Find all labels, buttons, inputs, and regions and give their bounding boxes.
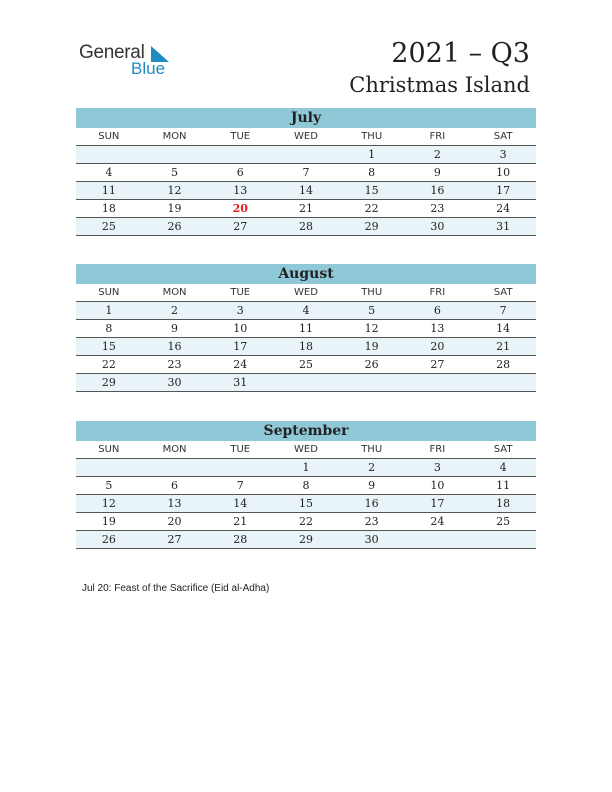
day-cell: 31 <box>470 218 536 236</box>
month-grid <box>76 128 536 236</box>
day-cell: 29 <box>76 374 142 392</box>
day-cell: 7 <box>207 477 273 495</box>
day-cell: 23 <box>405 200 471 218</box>
day-cell: 28 <box>207 531 273 549</box>
day-cell: 26 <box>142 218 208 236</box>
weekday-header-row <box>76 128 536 146</box>
weekday-header-row <box>76 441 536 459</box>
day-cell: 15 <box>273 495 339 513</box>
day-cell: 12 <box>142 182 208 200</box>
weekday-label: SAT <box>470 128 536 146</box>
day-cell: 9 <box>142 320 208 338</box>
day-cell: 1 <box>273 459 339 477</box>
weekday-label: TUE <box>207 284 273 302</box>
day-cell: 15 <box>339 182 405 200</box>
weekday-label: THU <box>339 441 405 459</box>
weekday-label: MON <box>142 128 208 146</box>
day-cell: 24 <box>405 513 471 531</box>
day-cell: 25 <box>76 218 142 236</box>
day-cell: 13 <box>142 495 208 513</box>
day-cell: 14 <box>207 495 273 513</box>
month-august <box>76 264 536 392</box>
day-cell: 22 <box>339 200 405 218</box>
day-cell: 23 <box>339 513 405 531</box>
generalblue-logo <box>79 42 179 82</box>
weekday-label: TUE <box>207 128 273 146</box>
day-cell: 3 <box>405 459 471 477</box>
day-cell: 13 <box>207 182 273 200</box>
week-row <box>76 477 536 495</box>
week-row <box>76 459 536 477</box>
month-july <box>76 108 536 236</box>
week-row <box>76 374 536 392</box>
day-cell: 8 <box>76 320 142 338</box>
page-subtitle: Christmas Island <box>349 73 530 97</box>
weekday-label: THU <box>339 128 405 146</box>
day-cell: 9 <box>339 477 405 495</box>
day-cell: 22 <box>273 513 339 531</box>
logo-text-general: General <box>79 42 145 63</box>
weekday-label: THU <box>339 284 405 302</box>
day-cell: 8 <box>339 164 405 182</box>
day-cell: 21 <box>207 513 273 531</box>
week-row <box>76 164 536 182</box>
day-cell: 27 <box>207 218 273 236</box>
day-cell: 25 <box>273 356 339 374</box>
day-cell: 2 <box>339 459 405 477</box>
day-cell: 27 <box>142 531 208 549</box>
week-row <box>76 200 536 218</box>
week-row <box>76 531 536 549</box>
weekday-label: WED <box>273 128 339 146</box>
month-grid <box>76 441 536 549</box>
day-cell: 30 <box>339 531 405 549</box>
day-cell: 25 <box>470 513 536 531</box>
day-cell: 7 <box>470 302 536 320</box>
month-grid <box>76 284 536 392</box>
month-title: August <box>76 264 536 284</box>
week-row <box>76 320 536 338</box>
page-title: 2021 – Q3 <box>391 38 530 69</box>
day-cell: 12 <box>339 320 405 338</box>
day-cell <box>273 146 339 164</box>
day-cell: 13 <box>405 320 471 338</box>
day-cell: 23 <box>142 356 208 374</box>
day-cell: 26 <box>339 356 405 374</box>
day-cell: 6 <box>142 477 208 495</box>
week-row <box>76 513 536 531</box>
day-cell-holiday: 20 <box>207 200 273 218</box>
day-cell: 15 <box>76 338 142 356</box>
day-cell: 19 <box>339 338 405 356</box>
month-title: July <box>76 108 536 128</box>
day-cell: 17 <box>470 182 536 200</box>
day-cell: 6 <box>405 302 471 320</box>
day-cell: 16 <box>142 338 208 356</box>
week-row <box>76 338 536 356</box>
day-cell <box>339 374 405 392</box>
weekday-label: WED <box>273 284 339 302</box>
weekday-label: FRI <box>405 128 471 146</box>
day-cell: 18 <box>470 495 536 513</box>
month-title: September <box>76 421 536 441</box>
day-cell: 3 <box>207 302 273 320</box>
weekday-label: FRI <box>405 441 471 459</box>
day-cell: 12 <box>76 495 142 513</box>
day-cell <box>142 146 208 164</box>
day-cell: 18 <box>273 338 339 356</box>
day-cell <box>207 146 273 164</box>
day-cell: 28 <box>273 218 339 236</box>
day-cell: 2 <box>405 146 471 164</box>
day-cell: 20 <box>405 338 471 356</box>
day-cell: 24 <box>470 200 536 218</box>
day-cell: 30 <box>142 374 208 392</box>
month-september <box>76 421 536 549</box>
day-cell: 20 <box>142 513 208 531</box>
day-cell: 5 <box>142 164 208 182</box>
day-cell: 9 <box>405 164 471 182</box>
day-cell <box>76 146 142 164</box>
day-cell <box>405 531 471 549</box>
day-cell <box>470 374 536 392</box>
weekday-label: SAT <box>470 441 536 459</box>
day-cell: 4 <box>273 302 339 320</box>
holiday-note: Jul 20: Feast of the Sacrifice (Eid al-Adha) <box>82 583 270 594</box>
weekday-header-row <box>76 284 536 302</box>
week-row <box>76 146 536 164</box>
day-cell: 1 <box>76 302 142 320</box>
weekday-label: SUN <box>76 128 142 146</box>
day-cell <box>405 374 471 392</box>
week-row <box>76 218 536 236</box>
day-cell: 16 <box>339 495 405 513</box>
day-cell: 26 <box>76 531 142 549</box>
day-cell: 5 <box>339 302 405 320</box>
day-cell: 19 <box>76 513 142 531</box>
day-cell <box>207 459 273 477</box>
weekday-label: WED <box>273 441 339 459</box>
day-cell: 17 <box>207 338 273 356</box>
logo-text-blue: Blue <box>131 59 166 78</box>
day-cell <box>142 459 208 477</box>
day-cell: 17 <box>405 495 471 513</box>
day-cell: 31 <box>207 374 273 392</box>
day-cell: 22 <box>76 356 142 374</box>
weekday-label: FRI <box>405 284 471 302</box>
day-cell: 21 <box>273 200 339 218</box>
week-row <box>76 356 536 374</box>
day-cell: 18 <box>76 200 142 218</box>
day-cell: 4 <box>76 164 142 182</box>
day-cell: 10 <box>207 320 273 338</box>
day-cell: 10 <box>470 164 536 182</box>
day-cell: 6 <box>207 164 273 182</box>
day-cell: 11 <box>273 320 339 338</box>
week-row <box>76 182 536 200</box>
week-row <box>76 495 536 513</box>
day-cell: 28 <box>470 356 536 374</box>
day-cell <box>470 531 536 549</box>
day-cell: 10 <box>405 477 471 495</box>
day-cell: 21 <box>470 338 536 356</box>
day-cell <box>76 459 142 477</box>
weekday-label: SAT <box>470 284 536 302</box>
day-cell: 2 <box>142 302 208 320</box>
day-cell: 19 <box>142 200 208 218</box>
day-cell: 4 <box>470 459 536 477</box>
day-cell: 8 <box>273 477 339 495</box>
day-cell: 24 <box>207 356 273 374</box>
weekday-label: SUN <box>76 441 142 459</box>
day-cell: 16 <box>405 182 471 200</box>
day-cell: 30 <box>405 218 471 236</box>
weekday-label: TUE <box>207 441 273 459</box>
day-cell: 3 <box>470 146 536 164</box>
day-cell: 29 <box>339 218 405 236</box>
day-cell: 27 <box>405 356 471 374</box>
week-row <box>76 302 536 320</box>
day-cell: 14 <box>273 182 339 200</box>
weekday-label: MON <box>142 284 208 302</box>
day-cell: 14 <box>470 320 536 338</box>
weekday-label: MON <box>142 441 208 459</box>
weekday-label: SUN <box>76 284 142 302</box>
day-cell: 1 <box>339 146 405 164</box>
day-cell: 5 <box>76 477 142 495</box>
day-cell: 29 <box>273 531 339 549</box>
day-cell <box>273 374 339 392</box>
day-cell: 7 <box>273 164 339 182</box>
day-cell: 11 <box>470 477 536 495</box>
day-cell: 11 <box>76 182 142 200</box>
